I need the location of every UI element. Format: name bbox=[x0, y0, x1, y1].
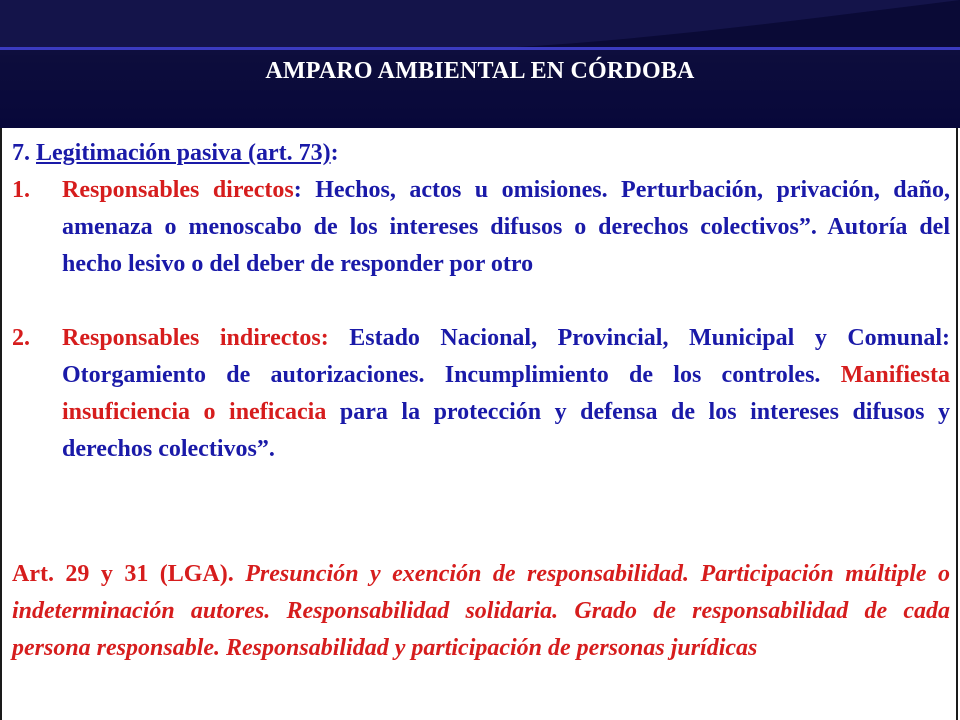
article-paragraph bbox=[12, 556, 950, 667]
section-number: 7. bbox=[12, 140, 30, 166]
list-item-highlight: Manifiesta insuficiencia o ineficacia bbox=[62, 362, 950, 425]
article-italic-text: Presunción y exención de responsabilidad. Participación múltiple o indeterminación autores. Responsabilidad solidaria. Grado de responsabilidad de cada persona responsable. Responsabilidad y participación de personas jurídicas bbox=[12, 561, 951, 661]
list-item-text: Hechos, actos u omisiones. Perturbación, privación, daño, amenaza o menoscabo de los intereses difusos o derechos colectivos”. Autoría del hecho lesivo o del deber de responder por otro bbox=[62, 177, 950, 277]
list-item-lead: Responsables directos bbox=[62, 177, 294, 203]
header-swoosh-decoration bbox=[500, 0, 960, 48]
list-item-lead: Responsables indirectos: bbox=[62, 325, 329, 351]
list-item-lead-separator: : bbox=[293, 177, 316, 203]
list-item-text-after: para la protección y defensa de los intereses difusos y derechos colectivos”. bbox=[62, 399, 951, 462]
list-item bbox=[62, 320, 950, 468]
article-prefix: Art. 29 y 31 (LGA). bbox=[12, 561, 234, 587]
slide-header bbox=[0, 0, 960, 128]
section-label: Legitimación pasiva (art. 73) bbox=[36, 140, 331, 166]
list-item bbox=[62, 172, 950, 283]
section-heading bbox=[12, 134, 339, 172]
header-divider-line bbox=[0, 47, 960, 50]
list-item-number: 2. bbox=[12, 325, 30, 351]
section-colon: : bbox=[330, 140, 339, 166]
list-item-text-before: Estado Nacional, Provincial, Municipal y Comunal: Otorgamiento de autorizaciones. Incumplimiento de los controles. bbox=[62, 325, 950, 388]
slide-title: AMPARO AMBIENTAL EN CÓRDOBA bbox=[265, 58, 695, 84]
list-item-number: 1. bbox=[12, 177, 30, 203]
